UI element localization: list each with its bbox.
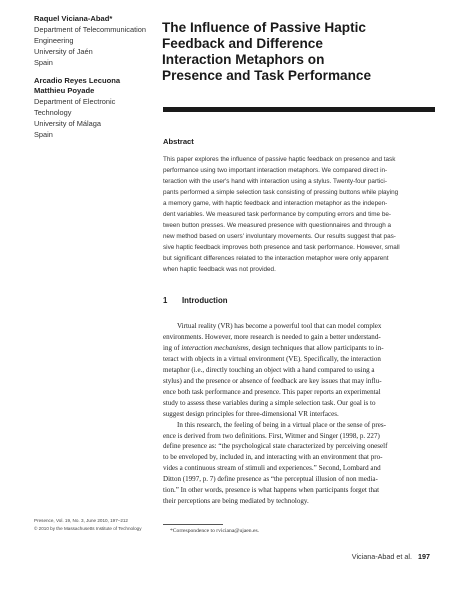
body-line: teract with objects in a virtual environment (VE). Specifically, the interaction: [163, 354, 381, 363]
title-line: Feedback and Difference: [162, 36, 323, 51]
section-number: 1: [163, 296, 168, 305]
author-column: [34, 14, 152, 148]
body-line: study to assess these variables during a simple selection task. Our goal is to: [163, 398, 376, 407]
running-head: Viciana-Abad et al.: [351, 552, 412, 561]
abstract-line: a memory game, with haptic feedback and interaction metaphor as the indepen-: [163, 199, 388, 207]
abstract-line: when haptic feedback was not provided.: [163, 265, 276, 273]
abstract-line: dent variables. We measured task performance by computing errors and time be-: [163, 210, 392, 218]
body-line: tion.” In other words, presence is what happens when participants forget that: [163, 486, 380, 495]
affiliation-line: University of Jaén: [34, 47, 93, 56]
abstract-line: teraction with the user's hand with interaction using a stylus. Twenty-four partici-: [163, 177, 387, 185]
body-line: define presence as: “the psychological state characterized by perceiving oneself: [163, 442, 388, 451]
body-line: environments. However, more research is needed to gain a better understand-: [163, 332, 381, 341]
section-title: Introduction: [182, 296, 228, 305]
author-name: Arcadio Reyes Lecuona: [34, 76, 121, 85]
abstract-line: performance using two important interaction metaphors. We compared direct in-: [163, 166, 388, 174]
page-number: 197: [418, 552, 430, 561]
journal-citation: Presence, Vol. 19, No. 3, June 2010, 197–212: [34, 518, 128, 523]
journal-copyright: © 2010 by the Massachusetts Institute of Technology: [34, 526, 142, 531]
body-line: their perceptions are being mediated by technology.: [163, 497, 309, 506]
abstract-heading: Abstract: [163, 137, 194, 146]
author-block-1: [34, 14, 152, 68]
abstract-line: pants performed a simple selection task consisting of pressing buttons while playing: [163, 188, 399, 196]
abstract-line: tween button presses. We measured presence with questionnaires and through a: [163, 221, 392, 229]
footnote-rule: [163, 524, 223, 525]
body-line: [163, 343, 431, 354]
body-line: Virtual reality (VR) has become a powerful tool that can model complex: [177, 322, 382, 330]
title-rule: [163, 107, 435, 112]
abstract-line: new method based on users' involuntary movements. Our results suggest that pas-: [163, 232, 396, 240]
title-line: Interaction Metaphors on: [162, 52, 325, 67]
body-line: stylus) and the presence or absence of feedback are key issues that may influ-: [163, 376, 382, 385]
body-line: In this research, the feeling of being in a virtual place or the sense of pres-: [177, 420, 386, 429]
abstract-line: but significant differences related to the interaction metaphor were only apparent: [163, 254, 389, 262]
footnote: *Correspondence to rviciana@ujaen.es.: [170, 528, 260, 534]
affiliation-line: Spain: [34, 58, 53, 67]
abstract-line: sive haptic feedback improves both presence and task performance. However, small: [163, 243, 400, 251]
title-line: The Influence of Passive Haptic: [162, 20, 366, 35]
body-line: vides a continuous stream of stimuli and experiences.” Second, Lombard and: [163, 464, 381, 473]
abstract-line: This paper explores the influence of passive haptic feedback on presence and task: [163, 156, 396, 163]
affiliation-line: Department of Telecommunication: [34, 25, 147, 34]
journal-info: [34, 517, 164, 533]
body-text-span: ing of: [163, 343, 182, 352]
author-name: Raquel Viciana-Abad*: [34, 14, 113, 23]
body-text-span: , design techniques that allow participants to in-: [248, 343, 384, 352]
affiliation-line: Technology: [34, 108, 72, 117]
affiliation-line: Department of Electronic: [34, 97, 116, 106]
body-line: Ditton (1997, p. 7) define presence as “the perceptual illusion of non media-: [163, 475, 378, 484]
affiliation-line: Engineering: [34, 36, 74, 45]
affiliation-line: University of Málaga: [34, 119, 101, 128]
affiliation-line: Spain: [34, 130, 53, 139]
author-block-2: [34, 76, 152, 140]
body-text: [163, 321, 431, 507]
body-line: to be enveloped by, included in, and interacting with an environment that pro-: [163, 453, 383, 462]
author-name: Matthieu Poyade: [34, 86, 95, 95]
title-line: Presence and Task Performance: [162, 68, 372, 83]
body-line: metaphor (i.e., directly touching an object with a hand compared to using a: [163, 365, 375, 374]
abstract-text: [163, 155, 431, 275]
section-heading: [163, 296, 227, 305]
body-line: ence is derived from two definitions. First, Witmer and Singer (1998, p. 227): [163, 431, 380, 440]
body-line: ence both task performance and presence. This paper reports an experimental: [163, 387, 381, 396]
body-line: suggest design principles for three-dimensional VR interfaces.: [163, 409, 339, 418]
emphasis-text: interaction mechanisms: [181, 343, 249, 352]
paper-title: [162, 20, 442, 84]
page-footer: [352, 552, 430, 561]
